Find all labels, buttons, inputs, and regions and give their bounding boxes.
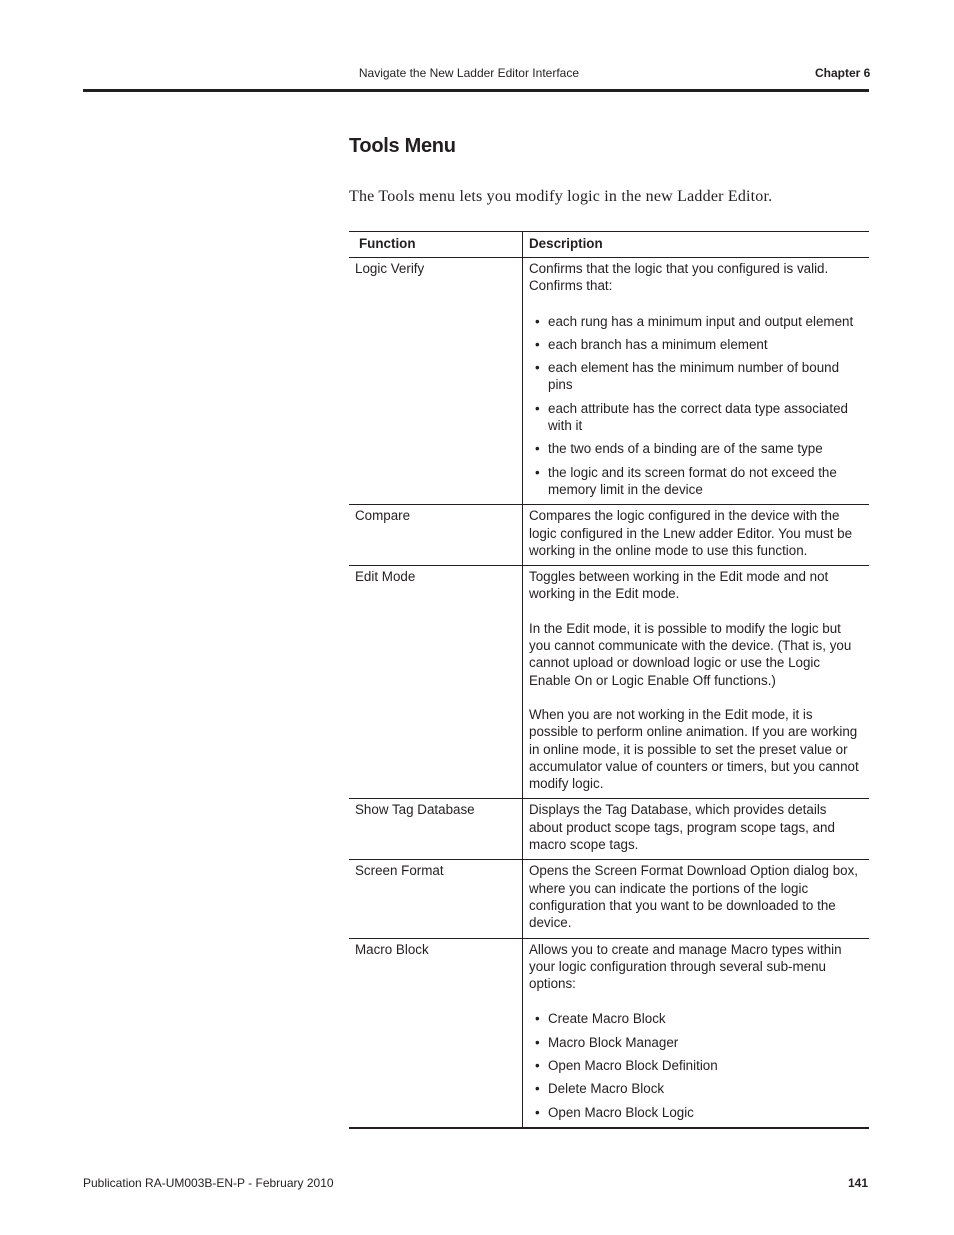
- bullet-item: • each branch has a minimum element: [529, 336, 863, 353]
- running-header-title: Navigate the New Ladder Editor Interface: [358, 66, 579, 80]
- tools-menu-table: [349, 231, 869, 1129]
- section-title: Tools Menu: [349, 135, 456, 157]
- intro-paragraph: The Tools menu lets you modify logic in the new Ladder Editor.: [349, 188, 773, 205]
- description-cell: [523, 566, 870, 799]
- table-row: [349, 938, 869, 1128]
- description-paragraph: When you are not working in the Edit mode, it is possible to perform online animation. If you are working in online mode, it is possible to set the preset value or accumulator value of counters or timers, but you cannot modify logic.: [529, 706, 859, 792]
- bullet-list: [529, 1010, 863, 1120]
- description-paragraph: In the Edit mode, it is possible to modify the logic but you cannot communicate with the device. (That is, you cannot upload or download logic or use the Logic Enable On or Logic Enable Off functions.): [529, 620, 852, 688]
- description-paragraph: Toggles between working in the Edit mode and not working in the Edit mode.: [529, 569, 829, 602]
- column-header-description: Description: [529, 236, 603, 252]
- bullet-item: • Open Macro Block Definition: [529, 1057, 863, 1074]
- description-cell: [523, 860, 870, 938]
- function-cell: Screen Format: [349, 860, 523, 938]
- table-row: [349, 505, 869, 566]
- description-paragraph: Displays the Tag Database, which provides details about product scope tags, program scope tags, and macro scope tags.: [529, 802, 835, 853]
- bullet-item: • the logic and its screen format do not exceed the memory limit in the device: [529, 464, 863, 499]
- function-cell: Logic Verify: [349, 258, 523, 505]
- column-header-function: Function: [349, 232, 523, 258]
- bullet-item: • Delete Macro Block: [529, 1080, 863, 1097]
- bullet-item: • each attribute has the correct data type associated with it: [529, 400, 863, 435]
- bullet-item: • Open Macro Block Logic: [529, 1104, 863, 1121]
- description-cell: [523, 938, 870, 1128]
- bullet-item: • the two ends of a binding are of the same type: [529, 440, 863, 457]
- bullet-item: • Create Macro Block: [529, 1010, 863, 1027]
- description-paragraph: Confirms that the logic that you configured is valid. Confirms that:: [529, 261, 829, 294]
- table-row: [349, 799, 869, 860]
- header-rule: [83, 89, 869, 92]
- footer-page-number: 141: [847, 1176, 868, 1190]
- description-paragraph: Compares the logic configured in the device with the logic configured in the Lnew adder Editor. You must be working in the online mode to use this function.: [529, 508, 853, 558]
- bullet-list: [529, 313, 863, 499]
- footer-publication: Publication RA-UM003B-EN-P - February 2010: [83, 1176, 334, 1190]
- table-row: [349, 258, 869, 505]
- description-cell: [523, 799, 870, 860]
- description-cell: [523, 505, 870, 566]
- description-paragraph: Allows you to create and manage Macro types within your logic configuration through several sub-menu options:: [529, 941, 842, 992]
- bullet-item: • each rung has a minimum input and output element: [529, 313, 863, 330]
- function-cell: Macro Block: [349, 938, 523, 1128]
- description-cell: [523, 258, 870, 505]
- running-header-chapter: Chapter 6: [815, 66, 871, 80]
- table-row: [349, 860, 869, 938]
- function-cell: Compare: [349, 505, 523, 566]
- table-row: [349, 566, 869, 799]
- description-paragraph: Opens the Screen Format Download Option dialog box, where you can indicate the portions of the logic configuration that you want to be downloaded to the device.: [529, 863, 858, 931]
- function-cell: Edit Mode: [349, 566, 523, 799]
- table-header-row: [349, 232, 869, 258]
- function-cell: Show Tag Database: [349, 799, 523, 860]
- bullet-item: • Macro Block Manager: [529, 1034, 863, 1051]
- bullet-item: • each element has the minimum number of bound pins: [529, 359, 863, 394]
